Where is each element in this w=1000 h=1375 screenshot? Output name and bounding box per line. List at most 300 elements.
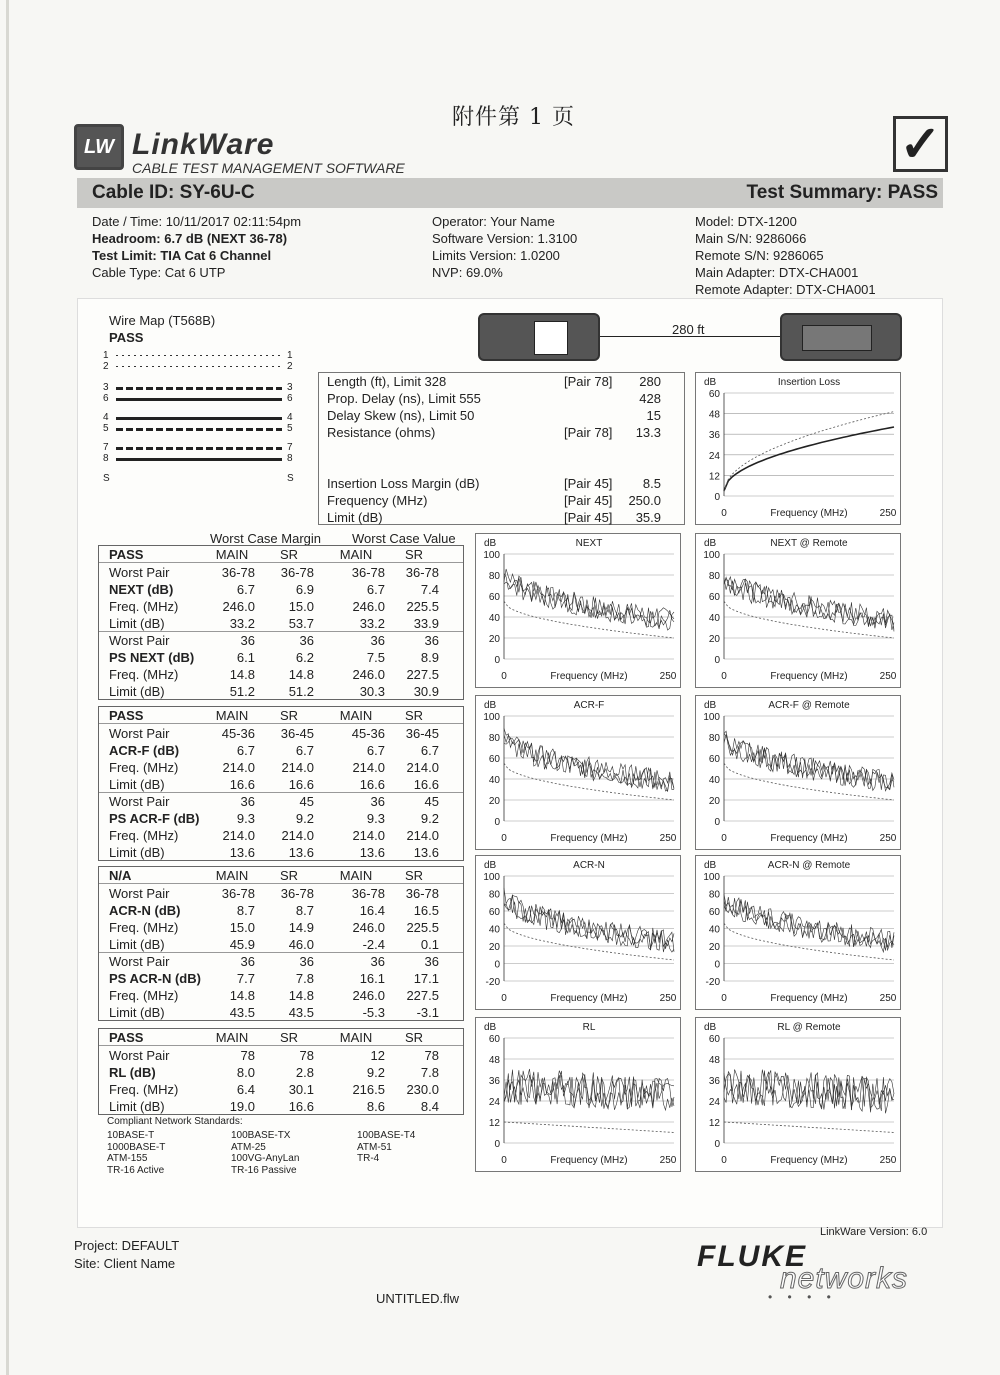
table-row	[99, 1047, 463, 1064]
date-time: Date / Time: 10/11/2017 02:11:54pm	[92, 214, 302, 229]
row-value: 36	[299, 633, 314, 648]
row-value: 7.8	[295, 971, 314, 986]
measurement-value: 250.0	[628, 493, 661, 508]
row-value: 6.7	[420, 743, 439, 758]
graph-svg	[476, 696, 682, 851]
info-column-1	[92, 213, 301, 281]
row-value: 6.7	[366, 743, 385, 758]
graph-svg	[696, 534, 902, 689]
measurement-label: Insertion Loss Margin (dB)	[327, 476, 480, 491]
page-edge	[6, 0, 9, 1375]
row-label: PS ACR-F (dB)	[109, 811, 200, 826]
y-tick-label: 60	[488, 592, 500, 603]
row-label: Limit (dB)	[109, 684, 165, 699]
insertion-loss-trace	[724, 427, 894, 491]
table-row	[99, 953, 463, 970]
x-tick-label: 250	[879, 833, 897, 844]
table-row	[99, 1064, 463, 1081]
column-header: MAIN	[215, 708, 249, 723]
table-row	[99, 725, 463, 742]
measurement-trace	[504, 577, 674, 629]
y-tick-label: 100	[703, 550, 720, 561]
x-tick-label: 0	[721, 671, 727, 682]
column-header: SR	[279, 868, 299, 883]
table-row	[99, 666, 463, 683]
x-axis-label: Frequency (MHz)	[770, 671, 848, 682]
row-value: 33.9	[413, 616, 439, 631]
wiremap-pin-right: 6	[287, 393, 293, 404]
margin-table	[98, 1028, 464, 1115]
x-tick-label: 0	[721, 993, 727, 1004]
column-header: MAIN	[215, 547, 249, 562]
graph-title: Insertion Loss	[777, 377, 841, 388]
measurement-label: Resistance (ohms)	[327, 425, 436, 440]
row-value: -3.1	[416, 1005, 439, 1020]
y-tick-label: 60	[708, 389, 720, 400]
row-value: 45.9	[229, 937, 255, 952]
row-value: 9.2	[420, 811, 439, 826]
pass-checkmark-icon: ✓	[893, 116, 948, 172]
row-value: 45	[424, 794, 439, 809]
wiremap-pin-right: 1	[287, 350, 293, 361]
table-status: PASS	[109, 1030, 144, 1045]
row-value: 13.6	[413, 845, 439, 860]
row-value: -5.3	[362, 1005, 385, 1020]
row-value: 36	[370, 633, 385, 648]
table-row	[99, 632, 463, 649]
measurements-list	[318, 372, 685, 525]
row-value: 13.6	[288, 845, 314, 860]
measurement-trace	[724, 577, 894, 629]
row-value: 43.5	[229, 1005, 255, 1020]
y-tick-label: 0	[714, 959, 720, 971]
row-label: Freq. (MHz)	[109, 667, 179, 682]
graph-svg	[696, 856, 902, 1011]
y-tick-label: 20	[708, 634, 720, 645]
row-value: 214.0	[352, 760, 385, 775]
measurement-label: Length (ft), Limit 328	[327, 374, 447, 389]
row-label: PS NEXT (dB)	[109, 650, 195, 665]
x-tick-label: 250	[879, 1155, 897, 1166]
limit-line	[724, 763, 894, 800]
graph-unit: dB	[704, 1022, 717, 1033]
measurement-pair: [Pair 45]	[564, 493, 613, 508]
row-value: 8.4	[420, 1099, 439, 1114]
test-summary: Test Summary: PASS	[746, 182, 938, 203]
standard-item: ATM-155	[107, 1153, 148, 1164]
y-tick-label: 36	[488, 1076, 500, 1087]
y-tick-label: 60	[488, 907, 500, 918]
row-value: 8.0	[236, 1065, 255, 1080]
graph-title: ACR-F	[573, 700, 605, 711]
row-value: 7.5	[366, 650, 385, 665]
column-header: SR	[404, 547, 424, 562]
row-value: 36	[240, 794, 255, 809]
y-tick-label: 48	[708, 1055, 720, 1066]
graph-svg	[696, 373, 902, 526]
y-tick-label: 20	[708, 796, 720, 807]
row-label: Freq. (MHz)	[109, 988, 179, 1003]
table-header-divider	[99, 883, 463, 884]
row-value: 45	[299, 794, 314, 809]
row-value: 53.7	[288, 616, 314, 631]
row-value: 7.4	[420, 582, 439, 597]
row-label: Limit (dB)	[109, 777, 165, 792]
row-label: Worst Pair	[109, 794, 170, 809]
wiremap-wire	[116, 398, 282, 401]
x-tick-label: 0	[501, 833, 507, 844]
y-tick-label: 40	[488, 924, 500, 936]
y-tick-label: 0	[714, 817, 720, 828]
y-tick-label: 48	[708, 409, 720, 421]
table-row	[99, 776, 463, 793]
wiremap-pin-right: S	[287, 473, 294, 484]
standard-item: 1000BASE-T	[107, 1141, 166, 1153]
y-tick-label: 60	[708, 1034, 720, 1045]
graph-svg	[696, 696, 902, 851]
row-value: 17.1	[413, 971, 439, 986]
standard-item: TR-4	[357, 1153, 380, 1164]
row-label: Worst Pair	[109, 633, 170, 648]
row-value: 13.6	[229, 845, 255, 860]
y-tick-label: 36	[708, 430, 720, 442]
row-value: 9.3	[366, 811, 385, 826]
row-value: 246.0	[352, 599, 385, 614]
measurement-trace	[724, 731, 894, 791]
measurement-value: 15	[646, 408, 661, 423]
y-tick-label: 80	[488, 571, 500, 582]
software-version: Software Version: 1.3100	[432, 231, 578, 246]
column-header: SR	[279, 547, 299, 562]
standards-col-3	[357, 1130, 415, 1165]
y-tick-label: 40	[488, 775, 500, 786]
standard-item: TR-16 Passive	[231, 1164, 297, 1176]
wiremap-pin-right: 8	[287, 453, 293, 464]
row-label: Worst Pair	[109, 1048, 170, 1063]
row-value: 36-45	[405, 726, 439, 741]
y-tick-label: -20	[485, 977, 500, 988]
y-tick-label: 80	[708, 889, 720, 901]
y-tick-label: 0	[714, 655, 720, 666]
graph-title: ACR-N @ Remote	[767, 860, 851, 871]
wiremap-pin-right: 2	[287, 361, 293, 372]
row-value: 36-45	[280, 726, 314, 741]
row-value: 36-78	[405, 565, 439, 580]
row-value: 6.7	[295, 743, 314, 758]
limit-line	[724, 1122, 894, 1133]
row-value: 7.7	[236, 971, 255, 986]
x-tick-label: 0	[501, 993, 507, 1004]
linkware-logo-icon: LW	[74, 124, 124, 170]
table-header-row	[99, 867, 463, 884]
measurement-trace	[504, 573, 674, 626]
table-row	[99, 759, 463, 776]
y-tick-label: 40	[488, 613, 500, 624]
limits-version: Limits Version: 1.0200	[432, 248, 560, 263]
table-row	[99, 970, 463, 987]
site: Site: Client Name	[74, 1256, 176, 1271]
row-label: Limit (dB)	[109, 1005, 165, 1020]
table-row	[99, 683, 463, 700]
measurement-trace	[724, 734, 894, 789]
table-row	[99, 1004, 463, 1021]
measurement-value: 280	[639, 374, 661, 389]
row-value: 214.0	[281, 828, 314, 843]
graph-svg	[476, 534, 682, 689]
graph-title: NEXT	[575, 538, 603, 549]
row-value: 36-78	[221, 565, 255, 580]
wiremap-wire	[116, 387, 282, 390]
y-tick-label: 40	[708, 775, 720, 786]
y-tick-label: 60	[708, 754, 720, 765]
row-value: 15.0	[288, 599, 314, 614]
row-value: 8.7	[236, 903, 255, 918]
table-row	[99, 598, 463, 615]
y-tick-label: 24	[708, 1097, 720, 1108]
cable-id: Cable ID: SY-6U-C	[92, 182, 255, 203]
measurement-trace	[724, 1070, 894, 1109]
x-tick-label: 0	[501, 671, 507, 682]
y-tick-label: 0	[494, 1139, 500, 1150]
link-length: 280 ft	[672, 322, 705, 337]
limit-line	[504, 923, 674, 960]
graph-unit: dB	[704, 538, 717, 549]
row-value: 36	[370, 954, 385, 969]
wiremap-pin-right: 7	[287, 442, 293, 453]
row-value: 36	[424, 954, 439, 969]
x-tick-label: 0	[721, 833, 727, 844]
y-tick-label: 60	[488, 1034, 500, 1045]
operator: Operator: Your Name	[432, 214, 555, 229]
project: Project: DEFAULT	[74, 1238, 180, 1253]
row-value: 16.6	[288, 777, 314, 792]
row-value: 16.6	[288, 1099, 314, 1114]
table-row	[99, 793, 463, 810]
row-value: 16.6	[359, 777, 385, 792]
row-value: 45-36	[221, 726, 255, 741]
row-value: 36-78	[351, 565, 385, 580]
row-label: RL (dB)	[109, 1065, 156, 1080]
x-tick-label: 0	[721, 1155, 727, 1166]
measurement-trace	[504, 1072, 674, 1110]
row-value: 13.6	[359, 845, 385, 860]
table-row	[99, 564, 463, 581]
y-tick-label: 60	[708, 592, 720, 603]
column-header: MAIN	[339, 1030, 373, 1045]
headroom: Headroom: 6.7 dB (NEXT 36-78)	[92, 231, 288, 246]
x-axis-label: Frequency (MHz)	[770, 993, 848, 1004]
measurement-value: 35.9	[635, 510, 661, 525]
y-tick-label: -20	[705, 977, 720, 988]
row-value: 36	[370, 794, 385, 809]
row-value: 14.8	[288, 667, 314, 682]
row-value: 78	[299, 1048, 314, 1063]
measurement-label: Delay Skew (ns), Limit 50	[327, 408, 475, 423]
row-value: 36	[424, 633, 439, 648]
row-label: Worst Pair	[109, 954, 170, 969]
table-header-row	[99, 707, 463, 724]
wiremap-diagram	[100, 350, 300, 488]
row-value: 36	[240, 633, 255, 648]
row-value: 51.2	[229, 684, 255, 699]
graph-acr-n	[475, 855, 681, 1010]
x-tick-label: 250	[659, 671, 677, 682]
table-row	[99, 1098, 463, 1115]
y-tick-label: 100	[483, 872, 500, 883]
standards-title: Compliant Network Standards:	[107, 1116, 243, 1127]
y-tick-label: 40	[708, 924, 720, 936]
graph-title: ACR-F @ Remote	[768, 700, 850, 711]
row-value: 8.7	[295, 903, 314, 918]
standard-item: 100VG-AnyLan	[231, 1153, 300, 1164]
margin-table	[98, 866, 464, 1021]
row-value: 30.3	[359, 684, 385, 699]
row-value: 36-78	[405, 886, 439, 901]
row-value: 6.9	[295, 582, 314, 597]
standard-item: ATM-25	[231, 1141, 266, 1153]
standard-item: TR-16 Active	[107, 1164, 165, 1176]
y-tick-label: 0	[714, 492, 720, 503]
row-value: 0.1	[420, 937, 439, 952]
graph-unit: dB	[484, 538, 497, 549]
margin-table	[98, 545, 464, 700]
row-value: 216.5	[352, 1082, 385, 1097]
column-header: SR	[404, 708, 424, 723]
info-column-3	[695, 213, 876, 298]
fluke-logo: FLUKE	[697, 1240, 807, 1273]
x-tick-label: 250	[879, 508, 897, 519]
graph-unit: dB	[484, 1022, 497, 1033]
graph-unit: dB	[704, 860, 717, 871]
standards-block	[107, 1116, 243, 1127]
row-value: 36-78	[351, 886, 385, 901]
y-tick-label: 12	[708, 471, 720, 483]
row-label: Freq. (MHz)	[109, 1082, 179, 1097]
y-tick-label: 48	[488, 1055, 500, 1066]
row-value: 214.0	[406, 828, 439, 843]
graph-unit: dB	[484, 700, 497, 711]
graph-title: NEXT @ Remote	[770, 538, 848, 549]
row-label: Limit (dB)	[109, 1099, 165, 1114]
graph-unit: dB	[484, 860, 497, 871]
row-value: 214.0	[222, 828, 255, 843]
measurement-label: Frequency (MHz)	[327, 493, 428, 508]
row-value: 246.0	[352, 988, 385, 1003]
row-label: Freq. (MHz)	[109, 599, 179, 614]
table-row	[99, 649, 463, 666]
wiremap-pin-left: 8	[103, 453, 109, 464]
row-value: 246.0	[352, 667, 385, 682]
wiremap-pin-left: 4	[103, 412, 109, 423]
main-sn: Main S/N: 9286066	[695, 231, 807, 246]
cable-type: Cable Type: Cat 6 UTP	[92, 265, 226, 280]
row-label: Freq. (MHz)	[109, 828, 179, 843]
info-column-2	[432, 213, 577, 281]
row-value: 246.0	[352, 920, 385, 935]
graph-acr-f	[475, 695, 681, 850]
column-header: MAIN	[215, 868, 249, 883]
limit-line	[724, 601, 894, 638]
y-tick-label: 20	[488, 942, 500, 953]
graph-insertion-loss	[695, 372, 901, 525]
row-value: 9.3	[236, 811, 255, 826]
measurement-value: 428	[639, 391, 661, 406]
standard-item: 10BASE-T	[107, 1130, 155, 1141]
measurement-trace	[504, 735, 674, 792]
row-value: 6.4	[236, 1082, 255, 1097]
row-value: 30.1	[288, 1082, 314, 1097]
row-value: 12	[370, 1048, 385, 1063]
row-value: 214.0	[222, 760, 255, 775]
y-tick-label: 100	[483, 712, 500, 723]
main-adapter: Main Adapter: DTX-CHA001	[695, 265, 859, 280]
table-status: PASS	[109, 708, 144, 723]
y-tick-label: 12	[708, 1118, 720, 1129]
wiremap-wire	[116, 428, 282, 431]
wiremap-wire	[116, 417, 282, 420]
worst-case-value-header: Worst Case Value	[352, 531, 456, 546]
row-value: 14.8	[229, 988, 255, 1003]
wiremap-pin-right: 5	[287, 423, 293, 434]
table-row	[99, 581, 463, 598]
x-tick-label: 250	[659, 833, 677, 844]
remote-adapter: Remote Adapter: DTX-CHA001	[695, 282, 876, 297]
column-header: SR	[279, 708, 299, 723]
y-tick-label: 80	[708, 571, 720, 582]
wiremap-wire	[116, 366, 282, 367]
wiremap-wire	[116, 458, 282, 461]
y-tick-label: 0	[494, 817, 500, 828]
x-axis-label: Frequency (MHz)	[550, 1155, 628, 1166]
row-value: 14.8	[229, 667, 255, 682]
row-value: 6.1	[236, 650, 255, 665]
row-label: Freq. (MHz)	[109, 760, 179, 775]
row-value: 16.6	[229, 777, 255, 792]
x-axis-label: Frequency (MHz)	[770, 1155, 848, 1166]
measurement-pair: [Pair 78]	[564, 425, 613, 440]
graph-next-remote	[695, 533, 901, 688]
row-value: 225.5	[406, 920, 439, 935]
measurement-label: Prop. Delay (ns), Limit 555	[327, 391, 481, 406]
row-value: 14.8	[288, 988, 314, 1003]
row-value: 7.8	[420, 1065, 439, 1080]
row-value: 214.0	[406, 760, 439, 775]
y-tick-label: 100	[483, 550, 500, 561]
table-row	[99, 885, 463, 902]
insertion-loss-limit	[724, 412, 894, 492]
column-header: MAIN	[339, 868, 373, 883]
wiremap-wire	[116, 447, 282, 450]
measurement-trace	[724, 579, 894, 630]
row-value: 6.7	[366, 582, 385, 597]
x-tick-label: 0	[721, 508, 727, 519]
row-value: 36-78	[280, 565, 314, 580]
y-tick-label: 36	[708, 1076, 720, 1087]
table-row	[99, 902, 463, 919]
row-value: 33.2	[229, 616, 255, 631]
y-tick-label: 100	[703, 872, 720, 883]
graph-next	[475, 533, 681, 688]
row-value: 227.5	[406, 667, 439, 682]
x-tick-label: 0	[501, 1155, 507, 1166]
measurement-value: 8.5	[642, 476, 661, 491]
graph-title: RL @ Remote	[777, 1022, 841, 1033]
table-status: N/A	[109, 868, 132, 883]
test-limit: Test Limit: TIA Cat 6 Channel	[92, 248, 272, 263]
x-tick-label: 250	[879, 671, 897, 682]
x-axis-label: Frequency (MHz)	[770, 508, 848, 519]
measurement-pair: [Pair 45]	[564, 476, 613, 491]
